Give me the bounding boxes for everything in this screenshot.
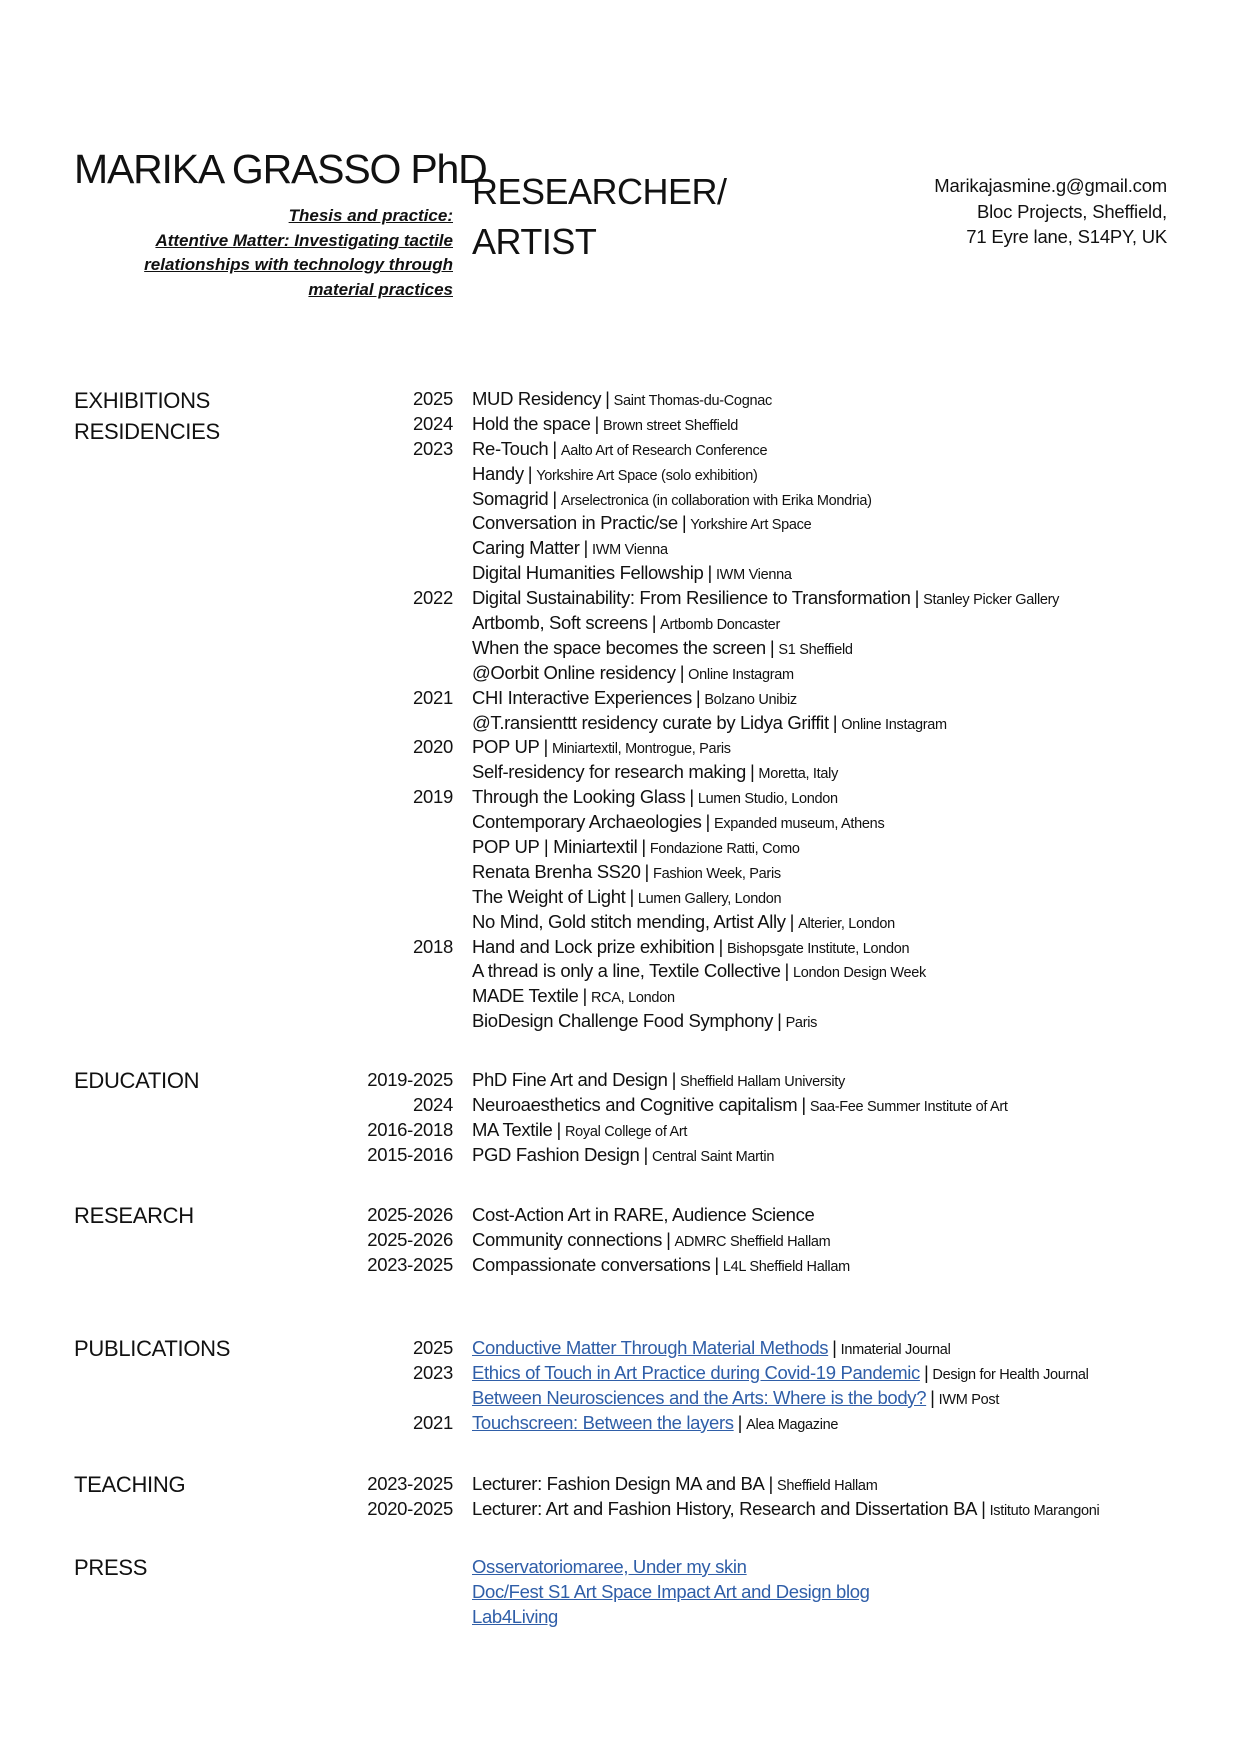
cv-entry — [0, 636, 1240, 661]
entry-title: @Oorbit Online residency — [472, 661, 676, 683]
entry-venue: Lumen Gallery, London — [637, 890, 782, 907]
cv-entry — [0, 935, 1240, 960]
entry-venue: ADMRC Sheffield Hallam — [674, 1233, 831, 1250]
entry-venue: L4L Sheffield Hallam — [722, 1258, 850, 1275]
cv-entry — [0, 760, 1240, 785]
cv-entry — [0, 511, 1240, 536]
entry-separator: | — [689, 786, 694, 808]
entry-content — [472, 462, 758, 489]
entry-title: Community connections — [472, 1228, 663, 1250]
entry-content — [472, 1386, 999, 1413]
role-line: ARTIST — [472, 221, 597, 262]
cv-entry — [0, 1228, 1240, 1253]
entry-content — [472, 1361, 1089, 1388]
entry-content — [472, 1228, 830, 1255]
cv-entry — [0, 462, 1240, 487]
entry-separator: | — [777, 1010, 782, 1032]
entry-separator: | — [737, 1411, 743, 1433]
entry-title-link[interactable]: Between Neurosciences and the Arts: Where is the body? — [472, 1386, 927, 1408]
entry-title: @T.ransienttt residency curate by Lidya Griffit — [472, 711, 829, 733]
cv-entry — [0, 412, 1240, 437]
entry-separator: | — [789, 910, 795, 932]
cv-entry — [0, 1361, 1240, 1386]
entry-separator: | — [801, 1093, 806, 1115]
cv-entry — [0, 1411, 1240, 1436]
entry-venue: Online Instagram — [688, 666, 794, 683]
thesis-title — [144, 204, 453, 303]
entry-content — [472, 860, 781, 887]
entry-content — [472, 487, 872, 514]
entry-year: 2015-2016 — [367, 1143, 453, 1165]
entry-year: 2020-2025 — [367, 1497, 453, 1519]
entry-title: Through the Looking Glass — [472, 786, 686, 808]
entry-separator: | — [769, 636, 775, 658]
cv-entry — [0, 1118, 1240, 1143]
entry-title-link[interactable]: Ethics of Touch in Art Practice during Covid-19 Pandemic — [472, 1361, 920, 1383]
entry-title: MADE Textile — [472, 985, 579, 1007]
entry-separator: | — [651, 612, 657, 634]
cv-entry — [0, 1253, 1240, 1278]
entry-content — [472, 412, 738, 439]
entry-content — [472, 910, 895, 937]
entry-content — [472, 785, 838, 812]
cv-name: MARIKA GRASSO PhD — [74, 146, 487, 192]
thesis-line: material practices — [308, 280, 453, 300]
entry-year: 2023 — [413, 437, 453, 459]
entry-title-link[interactable]: Lab4Living — [472, 1605, 558, 1627]
section-exhibitions — [0, 387, 1240, 1034]
entry-year: 2023 — [413, 1361, 453, 1383]
entry-separator: | — [914, 587, 920, 609]
entry-year: 2019 — [413, 786, 453, 808]
section-education — [0, 1068, 1240, 1168]
cv-entry — [0, 1068, 1240, 1093]
entry-title: Re-Touch — [472, 437, 549, 459]
entry-venue: Stanley Picker Gallery — [923, 592, 1060, 609]
entry-title: The Weight of Light — [472, 885, 626, 907]
entry-venue: Paris — [785, 1015, 818, 1032]
entry-venue: Aalto Art of Research Conference — [560, 442, 768, 459]
entry-venue: Design for Health Journal — [932, 1366, 1089, 1383]
entry-venue: Inmaterial Journal — [840, 1342, 951, 1358]
entry-content — [472, 1555, 747, 1580]
cv-entry — [0, 711, 1240, 736]
entry-venue: Istituto Marangoni — [989, 1502, 1100, 1519]
entry-year: 2020 — [413, 736, 453, 758]
entry-year: 2024 — [413, 412, 453, 434]
entry-venue: Sheffield Hallam — [776, 1478, 878, 1494]
entry-venue: Royal College of Art — [564, 1123, 688, 1140]
entry-content — [472, 959, 926, 986]
cv-entry — [0, 1093, 1240, 1118]
cv-entry — [0, 1472, 1240, 1497]
entry-content — [472, 735, 731, 762]
entry-venue: RCA, London — [590, 990, 675, 1007]
entry-title-link[interactable]: Osservatoriomaree, Under my skin — [472, 1556, 747, 1577]
cv-entry — [0, 661, 1240, 686]
entry-title: BioDesign Challenge Food Symphony — [472, 1010, 774, 1032]
entry-year: 2025 — [413, 388, 453, 409]
entry-year: 2025 — [413, 1337, 453, 1358]
entry-separator: | — [629, 885, 634, 907]
entry-title-link[interactable]: Conductive Matter Through Material Methods — [472, 1337, 829, 1358]
entry-content — [472, 611, 780, 638]
entry-year: 2021 — [413, 1411, 453, 1433]
entry-content — [472, 1580, 870, 1605]
entry-venue: IWM Post — [938, 1391, 1000, 1408]
entry-title: Renata Brenha SS20 — [472, 860, 641, 882]
thesis-line: relationships with technology through — [144, 255, 453, 275]
entry-separator: | — [594, 412, 599, 434]
entry-venue: Artbomb Doncaster — [660, 617, 780, 634]
contact-info — [934, 173, 1167, 250]
entry-content — [472, 1605, 558, 1630]
entry-title-link[interactable]: Touchscreen: Between the layers — [472, 1411, 734, 1433]
cv-entry — [0, 1497, 1240, 1522]
entry-year: 2025-2026 — [367, 1228, 453, 1250]
entry-content — [472, 1068, 845, 1095]
entry-title: When the space becomes the screen — [472, 636, 766, 658]
entry-separator: | — [605, 388, 610, 409]
cv-entry — [0, 735, 1240, 760]
entry-content — [472, 935, 909, 962]
entry-title: No Mind, Gold stitch mending, Artist Ally — [472, 910, 786, 932]
entry-title: Artbomb, Soft screens — [472, 612, 648, 634]
entry-content — [472, 1118, 687, 1145]
entry-title: Somagrid — [472, 487, 549, 509]
cv-entry — [0, 1009, 1240, 1034]
entry-separator: | — [695, 686, 701, 708]
section-heading-line: RESIDENCIES — [74, 419, 220, 444]
entry-title: Hold the space — [472, 412, 591, 434]
entry-separator: | — [707, 562, 712, 584]
entry-separator: | — [644, 860, 650, 882]
section-heading-line: PUBLICATIONS — [74, 1336, 231, 1361]
contact-address-line: Bloc Projects, Sheffield, — [976, 200, 1167, 222]
cv-entry — [0, 586, 1240, 611]
entry-venue: Fondazione Ratti, Como — [649, 841, 800, 858]
section-heading-line: EDUCATION — [74, 1068, 200, 1093]
entry-separator: | — [832, 1337, 837, 1358]
entry-content — [472, 1253, 850, 1280]
cv-entry — [0, 1386, 1240, 1411]
entry-content — [472, 1497, 1099, 1524]
cv-entry — [0, 959, 1240, 984]
entry-content — [472, 711, 947, 738]
entry-content — [472, 760, 838, 787]
entry-venue: Alterier, London — [798, 915, 895, 932]
thesis-line: Attentive Matter: Investigating tactile — [155, 230, 453, 250]
entry-content — [472, 1411, 838, 1438]
entry-title: Compassionate conversations — [472, 1253, 711, 1275]
cv-entry — [0, 1605, 1240, 1630]
cv-entry — [0, 611, 1240, 636]
entry-venue: Bishopsgate Institute, London — [726, 940, 910, 957]
cv-entry — [0, 387, 1240, 412]
entry-separator: | — [679, 661, 685, 683]
cv-entry — [0, 785, 1240, 810]
entry-venue: Bolzano Unibiz — [704, 691, 797, 708]
entry-content — [472, 810, 884, 837]
cv-entry — [0, 536, 1240, 561]
entry-content — [472, 586, 1059, 613]
entry-separator: | — [681, 512, 687, 534]
entry-content — [472, 835, 800, 862]
entry-title-link[interactable]: Doc/Fest S1 Art Space Impact Art and Design blog — [472, 1580, 870, 1602]
entry-venue: London Design Week — [793, 965, 926, 982]
entry-title: Digital Humanities Fellowship — [472, 562, 704, 584]
entry-separator: | — [671, 1069, 677, 1090]
entry-separator: | — [643, 1143, 648, 1165]
entry-separator: | — [784, 960, 789, 982]
entry-year: 2018 — [413, 935, 453, 957]
entry-year: 2019-2025 — [367, 1069, 453, 1090]
entry-title: A thread is only a line, Textile Collective — [472, 960, 781, 982]
cv-entry — [0, 910, 1240, 935]
cv-entry — [0, 561, 1240, 586]
entry-separator: | — [981, 1497, 986, 1519]
entry-venue: Alea Magazine — [746, 1416, 839, 1433]
entry-venue: Online Instagram — [841, 716, 947, 733]
entry-separator: | — [583, 537, 588, 559]
cv-entry — [0, 1143, 1240, 1168]
cv-entry — [0, 1336, 1240, 1361]
section-heading-line: TEACHING — [74, 1472, 186, 1497]
role-title — [472, 167, 727, 267]
entry-content — [472, 686, 797, 713]
entry-content — [472, 1336, 951, 1363]
entry-venue: Sheffield Hallam University — [680, 1074, 845, 1090]
entry-title: Digital Sustainability: From Resilience to Transformation — [472, 587, 911, 609]
entry-title: MA Textile — [472, 1118, 553, 1140]
entry-content — [472, 1009, 817, 1036]
entry-title: POP UP — [472, 736, 540, 758]
entry-venue: Saa-Fee Summer Institute of Art — [809, 1098, 1008, 1115]
role-line: RESEARCHER/ — [472, 171, 727, 212]
entry-separator: | — [749, 761, 755, 783]
entry-title: PhD Fine Art and Design — [472, 1069, 668, 1090]
section-publications — [0, 1336, 1240, 1436]
cv-entry — [0, 984, 1240, 1009]
entry-title: PGD Fashion Design — [472, 1143, 640, 1165]
entry-content — [472, 1472, 877, 1499]
entry-content — [472, 984, 675, 1011]
cv-entry — [0, 487, 1240, 512]
entry-content — [472, 636, 853, 663]
entry-year: 2021 — [413, 686, 453, 708]
entry-title: POP UP | Miniartextil — [472, 836, 638, 858]
entry-content — [472, 661, 794, 688]
entry-separator: | — [527, 462, 533, 484]
entry-venue: IWM Vienna — [592, 542, 668, 559]
entry-venue: Yorkshire Art Space — [690, 517, 812, 534]
cv-entry — [0, 686, 1240, 711]
entry-content — [472, 885, 781, 912]
entry-venue: S1 Sheffield — [778, 641, 853, 658]
contact-address-line: 71 Eyre lane, S14PY, UK — [966, 226, 1167, 247]
entry-separator: | — [714, 1253, 719, 1275]
entry-title: Caring Matter — [472, 537, 580, 559]
entry-venue: Brown street Sheffield — [602, 417, 738, 434]
entry-separator: | — [705, 811, 710, 833]
entry-separator: | — [543, 736, 548, 758]
entry-year: 2025-2026 — [367, 1204, 453, 1225]
contact-email[interactable]: Marikajasmine.g@gmail.com — [934, 175, 1167, 196]
cv-entry — [0, 1203, 1240, 1228]
cv-entry — [0, 810, 1240, 835]
cv-entry — [0, 437, 1240, 462]
section-heading-line: EXHIBITIONS — [74, 388, 211, 413]
entry-content — [472, 1093, 1008, 1120]
entry-separator: | — [666, 1228, 671, 1250]
entry-separator: | — [923, 1361, 929, 1383]
entry-venue: IWM Vienna — [715, 567, 792, 584]
section-heading-line: RESEARCH — [74, 1203, 194, 1228]
entry-separator: | — [718, 935, 723, 957]
entry-separator: | — [582, 985, 587, 1007]
thesis-line: Thesis and practice: — [288, 206, 453, 225]
entry-content — [472, 536, 668, 563]
entry-title: Contemporary Archaeologies — [472, 811, 702, 833]
entry-title: Hand and Lock prize exhibition — [472, 935, 715, 957]
entry-year: 2016-2018 — [367, 1118, 453, 1140]
entry-year: 2023-2025 — [367, 1473, 453, 1494]
entry-title: Lecturer: Fashion Design MA and BA — [472, 1473, 765, 1494]
entry-year: 2023-2025 — [367, 1253, 453, 1275]
entry-venue: Arselectronica (in collaboration with Erika Mondria) — [560, 492, 872, 509]
entry-content — [472, 387, 772, 414]
entry-year: 2022 — [413, 587, 453, 609]
entry-year: 2024 — [413, 1093, 453, 1115]
cv-entry — [0, 835, 1240, 860]
entry-separator: | — [552, 437, 557, 459]
cv-entry — [0, 1580, 1240, 1605]
entry-separator: | — [768, 1473, 773, 1494]
entry-venue: Fashion Week, Paris — [653, 865, 781, 882]
entry-separator: | — [930, 1386, 935, 1408]
section-heading-line: PRESS — [74, 1555, 148, 1580]
section-teaching — [0, 1472, 1240, 1522]
entry-separator: | — [641, 836, 646, 858]
entry-content — [472, 437, 767, 464]
entry-title: Cost-Action Art in RARE, Audience Science — [472, 1204, 815, 1225]
entry-venue: Moretta, Italy — [758, 766, 839, 783]
entry-title: Self-residency for research making — [472, 761, 746, 783]
cv-entry — [0, 860, 1240, 885]
entry-title: Handy — [472, 462, 524, 484]
entry-separator: | — [552, 487, 557, 509]
entry-separator: | — [556, 1118, 561, 1140]
entry-content — [472, 1143, 774, 1170]
section-press — [0, 1555, 1240, 1630]
entry-venue: Yorkshire Art Space (solo exhibition) — [536, 467, 758, 484]
entry-venue: Central Saint Martin — [651, 1148, 775, 1165]
entry-content — [472, 511, 811, 538]
entry-content — [472, 1203, 814, 1228]
entry-venue: Lumen Studio, London — [697, 791, 838, 808]
entry-title: Lecturer: Art and Fashion History, Research and Dissertation BA — [472, 1497, 978, 1519]
entry-content — [472, 561, 792, 588]
entry-venue: Saint Thomas-du-Cognac — [613, 393, 772, 409]
entry-title: Neuroaesthetics and Cognitive capitalism — [472, 1093, 798, 1115]
entry-title: Conversation in Practic/se — [472, 512, 678, 534]
entry-venue: Miniartextil, Montrogue, Paris — [551, 741, 731, 758]
entry-title: CHI Interactive Experiences — [472, 686, 692, 708]
entry-separator: | — [832, 711, 838, 733]
section-research — [0, 1203, 1240, 1278]
cv-entry — [0, 1555, 1240, 1580]
entry-title: MUD Residency — [472, 388, 602, 409]
cv-entry — [0, 885, 1240, 910]
entry-venue: Expanded museum, Athens — [713, 816, 885, 833]
